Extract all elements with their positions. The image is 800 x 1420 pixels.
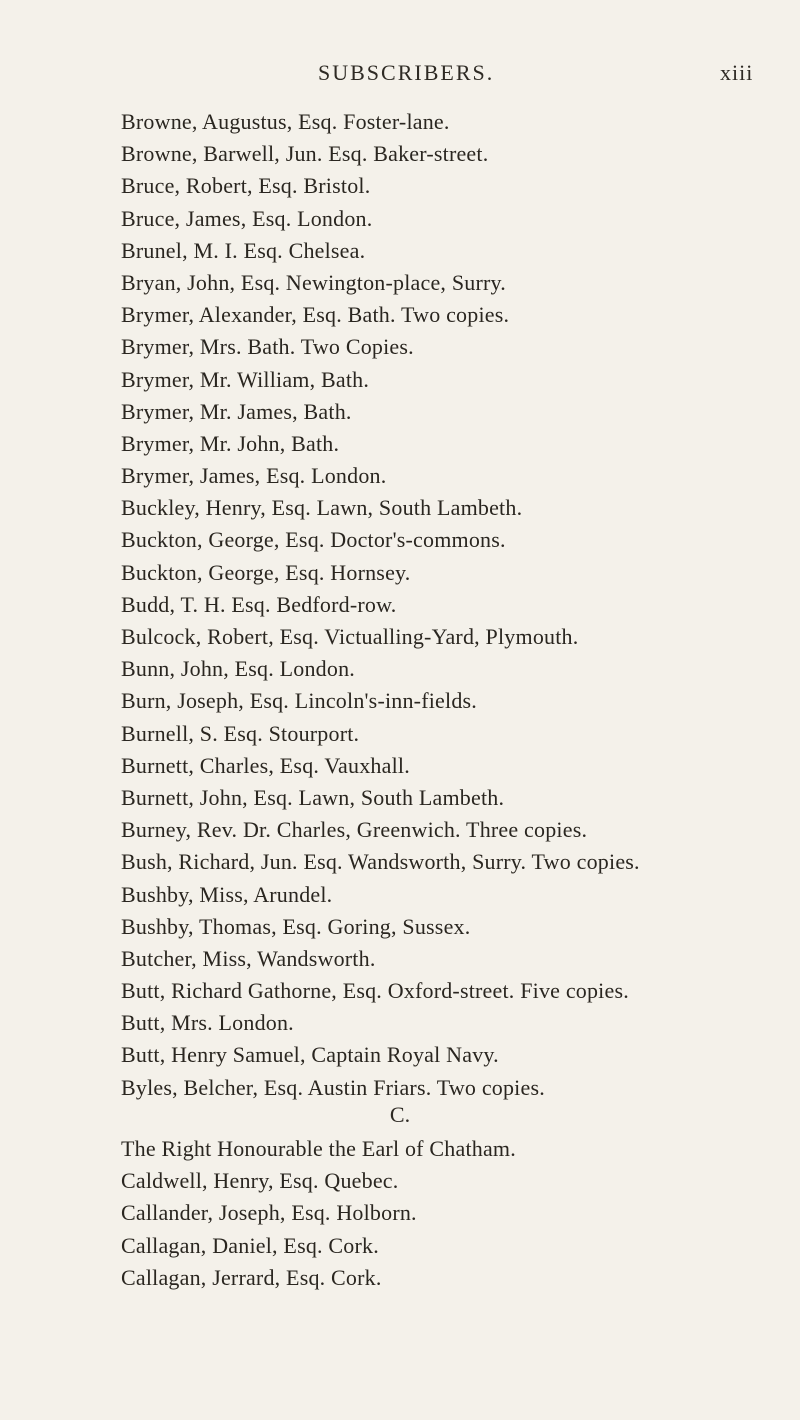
subscriber-entry: The Right Honourable the Earl of Chatham. (121, 1136, 516, 1161)
subscriber-entry: Burnett, Charles, Esq. Vauxhall. (121, 752, 410, 778)
subscriber-entry: Brymer, Mr. John, Bath. (121, 430, 340, 456)
subscriber-entry: Butcher, Miss, Wandsworth. (121, 945, 376, 971)
subscriber-entry: Brymer, James, Esq. London. (121, 463, 387, 489)
subscriber-entry: Bunn, John, Esq. London. (121, 656, 355, 682)
subscriber-entry: Brymer, Mr. William, Bath. (121, 366, 370, 392)
subscriber-entry: Burnell, S. Esq. Stourport. (121, 720, 360, 746)
subscriber-entry: Bruce, Robert, Esq. Bristol. (121, 173, 371, 199)
subscriber-entry: Bushby, Thomas, Esq. Goring, Sussex. (121, 913, 471, 939)
running-title: SUBSCRIBERS. (318, 60, 495, 85)
subscriber-entry: Butt, Henry Samuel, Captain Royal Navy. (121, 1042, 499, 1068)
subscriber-entry: Bushby, Miss, Arundel. (121, 881, 333, 907)
subscriber-entry: Callagan, Daniel, Esq. Cork. (121, 1232, 379, 1258)
subscriber-entry: Callander, Joseph, Esq. Holborn. (121, 1200, 417, 1226)
subscriber-entry: Bryan, John, Esq. Newington-place, Surry. (121, 269, 506, 295)
subscriber-entry: Bulcock, Robert, Esq. Victualling-Yard, Plymouth. (121, 624, 579, 649)
subscriber-entry: Browne, Augustus, Esq. Foster-lane. (121, 109, 450, 134)
subscriber-entry: Brymer, Alexander, Esq. Bath. Two copies. (121, 302, 510, 328)
subscriber-entry: Buckton, George, Esq. Hornsey. (121, 559, 411, 585)
subscriber-entry: Bush, Richard, Jun. Esq. Wandsworth, Surry. Two copies. (121, 849, 640, 875)
running-head (0, 60, 800, 92)
subscriber-entry: Callagan, Jerrard, Esq. Cork. (121, 1264, 382, 1290)
subscriber-entry: Brymer, Mr. James, Bath. (121, 398, 352, 424)
subscriber-entry: Buckton, George, Esq. Doctor's-commons. (121, 527, 506, 553)
subscriber-entry: Byles, Belcher, Esq. Austin Friars. Two copies. (121, 1074, 545, 1100)
subscriber-entry: Burnett, John, Esq. Lawn, South Lambeth. (121, 784, 505, 810)
subscriber-entry: Butt, Richard Gathorne, Esq. Oxford-street. Five copies. (121, 978, 629, 1004)
subscriber-entry: Browne, Barwell, Jun. Esq. Baker-street. (121, 141, 489, 167)
subscriber-entry: Buckley, Henry, Esq. Lawn, South Lambeth. (121, 495, 523, 521)
page-number: xiii (720, 60, 754, 85)
subscriber-list-c (121, 1133, 781, 1294)
subscriber-entry: Caldwell, Henry, Esq. Quebec. (121, 1168, 399, 1194)
subscriber-entry: Burney, Rev. Dr. Charles, Greenwich. Three copies. (121, 817, 588, 843)
subscriber-entry: Bruce, James, Esq. London. (121, 205, 373, 231)
section-letter-c: C. (389, 1102, 411, 1127)
subscriber-list-b (121, 106, 781, 1104)
subscriber-entry: Brunel, M. I. Esq. Chelsea. (121, 237, 366, 263)
subscriber-entry: Butt, Mrs. London. (121, 1010, 294, 1036)
subscriber-entry: Brymer, Mrs. Bath. Two Copies. (121, 334, 414, 360)
subscriber-entry: Budd, T. H. Esq. Bedford-row. (121, 591, 397, 617)
subscriber-entry: Burn, Joseph, Esq. Lincoln's-inn-fields. (121, 688, 477, 714)
